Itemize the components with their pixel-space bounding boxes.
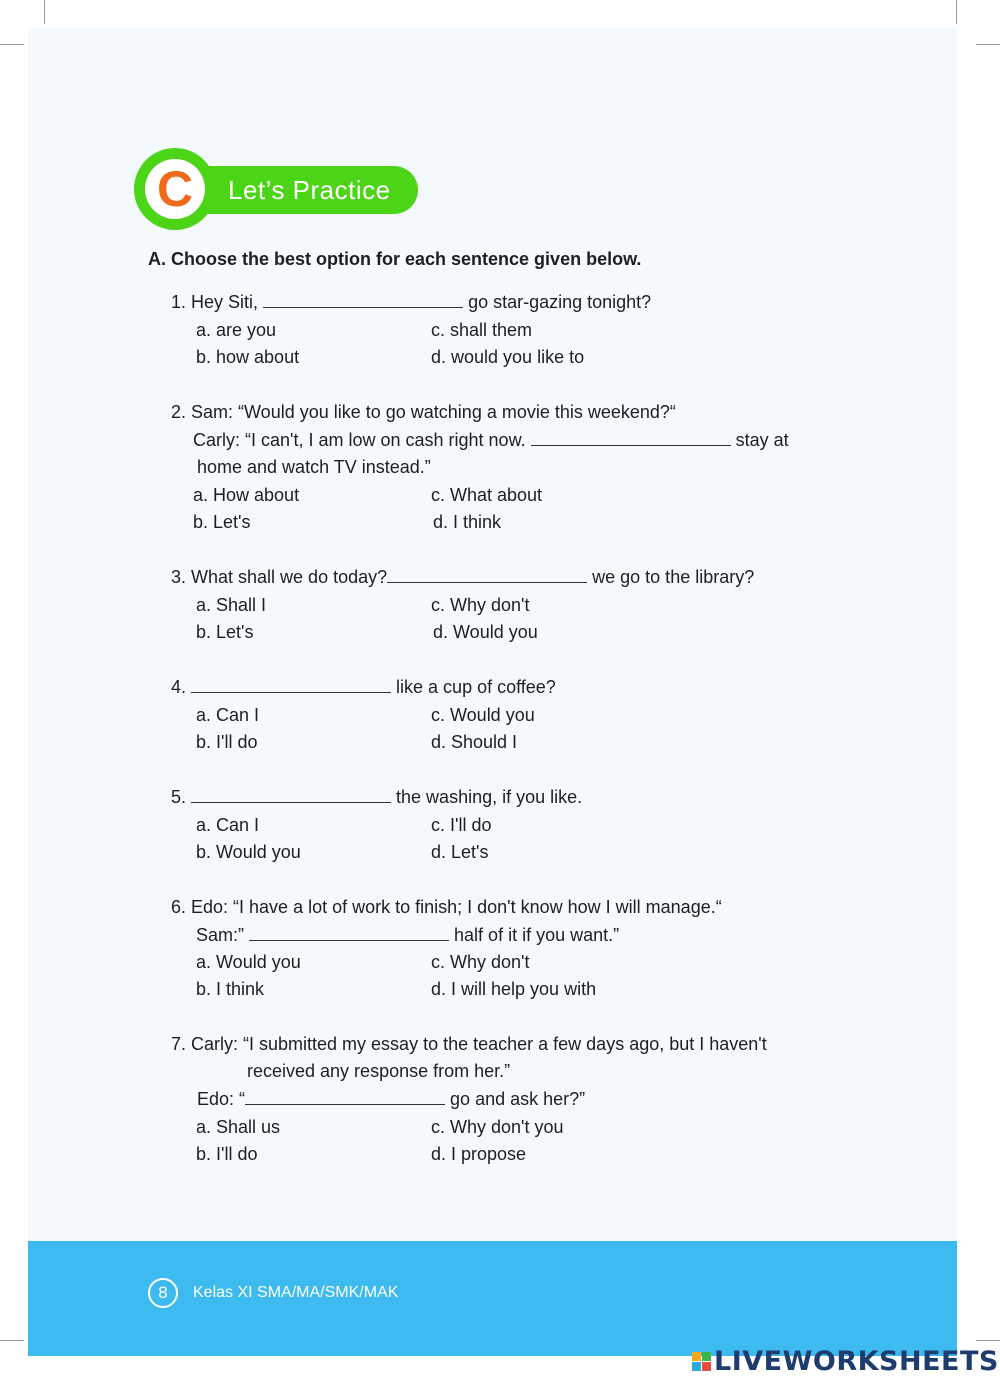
question-2-line-2: Carly: “I can't, I am low on cash right now. stay at: [193, 430, 789, 450]
option-1b[interactable]: b. how about: [196, 347, 300, 367]
liveworksheets-logo: [692, 1346, 999, 1376]
question-2: 2. Sam: “Would you like to go watching a movie this weekend?“: [171, 402, 676, 422]
answer-blank-1[interactable]: [263, 292, 463, 308]
answer-blank-2[interactable]: [531, 430, 731, 446]
answer-blank-4[interactable]: [191, 677, 391, 693]
option-5b[interactable]: b. Would you: [196, 842, 301, 862]
liveworksheets-logo-icon: [692, 1352, 711, 1371]
option-5a[interactable]: a. Can I: [196, 815, 260, 835]
crop-mark: [976, 44, 1000, 45]
option-2b[interactable]: b. Let's: [193, 512, 251, 532]
option-3a[interactable]: a. Shall I: [196, 595, 267, 615]
option-7d[interactable]: d. I propose: [431, 1144, 527, 1164]
option-4a[interactable]: a. Can I: [196, 705, 260, 725]
answer-blank-5[interactable]: [191, 787, 391, 803]
answer-blank-3[interactable]: [387, 567, 587, 583]
option-7c[interactable]: c. Why don't you: [431, 1117, 564, 1137]
option-1d[interactable]: d. would you like to: [431, 347, 585, 367]
option-1a[interactable]: a. are you: [196, 320, 277, 340]
crop-mark: [956, 0, 957, 24]
crop-mark: [0, 44, 24, 45]
option-1c[interactable]: c. shall them: [431, 320, 533, 340]
question-7: 7. Carly: “I submitted my essay to the teacher a few days ago, but I haven't: [171, 1034, 767, 1054]
option-7a[interactable]: a. Shall us: [196, 1117, 281, 1137]
option-6b[interactable]: b. I think: [196, 979, 265, 999]
option-5c[interactable]: c. I'll do: [431, 815, 492, 835]
option-2c[interactable]: c. What about: [431, 485, 543, 505]
question-1: 1. Hey Siti, go star-gazing tonight?: [171, 292, 652, 312]
page-number: 8: [148, 1278, 178, 1308]
watermark-text: LIVEWORKSHEETS: [714, 1345, 999, 1377]
option-2d[interactable]: d. I think: [433, 512, 502, 532]
answer-blank-7[interactable]: [245, 1089, 445, 1105]
question-5: 5. the washing, if you like.: [171, 787, 583, 807]
crop-mark: [44, 0, 45, 24]
option-3d[interactable]: d. Would you: [433, 622, 538, 642]
option-4b[interactable]: b. I'll do: [196, 732, 258, 752]
option-7b[interactable]: b. I'll do: [196, 1144, 258, 1164]
option-5d[interactable]: d. Let's: [431, 842, 489, 862]
section-title: Let’s Practice: [228, 175, 391, 205]
footer-label: Kelas XI SMA/MA/SMK/MAK: [193, 1284, 399, 1301]
option-3c[interactable]: c. Why don't: [431, 595, 530, 615]
option-4d[interactable]: d. Should I: [431, 732, 518, 752]
question-2-line-3: home and watch TV instead.”: [197, 457, 431, 477]
question-7-line-2: received any response from her.”: [247, 1061, 511, 1081]
option-4c[interactable]: c. Would you: [431, 705, 535, 725]
option-3b[interactable]: b. Let's: [196, 622, 254, 642]
question-6: 6. Edo: “I have a lot of work to finish; I don't know how I will manage.“: [171, 897, 722, 917]
crop-mark: [0, 1340, 24, 1341]
question-6-line-2: Sam:” half of it if you want.”: [196, 925, 620, 945]
question-7-line-3: Edo: “ go and ask her?”: [197, 1089, 586, 1109]
question-4: 4. like a cup of coffee?: [171, 677, 556, 697]
option-6c[interactable]: c. Why don't: [431, 952, 530, 972]
answer-blank-6[interactable]: [249, 925, 449, 941]
crop-mark: [976, 1340, 1000, 1341]
question-3: 3. What shall we do today? we go to the library?: [171, 567, 755, 587]
instruction-heading: A. Choose the best option for each sentence given below.: [148, 249, 642, 269]
option-2a[interactable]: a. How about: [193, 485, 300, 505]
section-letter: C: [145, 159, 205, 219]
option-6d[interactable]: d. I will help you with: [431, 979, 597, 999]
option-6a[interactable]: a. Would you: [196, 952, 301, 972]
